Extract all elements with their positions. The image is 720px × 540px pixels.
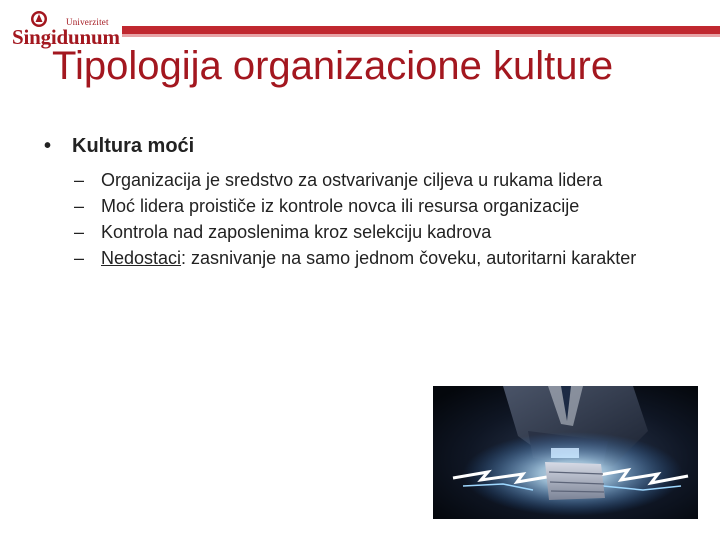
main-bullet bbox=[44, 132, 684, 160]
sub-bullet-item bbox=[44, 194, 671, 218]
header-band-shadow bbox=[122, 34, 720, 37]
dash-mark: – bbox=[74, 248, 85, 268]
power-fist-lightning-photo bbox=[433, 386, 698, 519]
dash-mark: – bbox=[74, 222, 85, 242]
sub-bullet-list bbox=[44, 168, 684, 270]
header-band bbox=[122, 26, 720, 34]
dash-mark: – bbox=[74, 196, 85, 216]
dash-mark: – bbox=[74, 170, 85, 190]
sub-bullet-text: : zasnivanje na samo jednom čoveku, autoritarni karakter bbox=[181, 248, 637, 268]
logo-top-text: Univerzitet bbox=[66, 17, 109, 27]
slide-title: Tipologija organizacione kulture bbox=[52, 44, 614, 88]
bullet-mark: • bbox=[44, 135, 52, 157]
university-logo bbox=[10, 8, 120, 48]
photo-illustration bbox=[433, 386, 698, 519]
sub-bullet-item bbox=[44, 246, 671, 270]
sub-bullet-item bbox=[44, 168, 671, 192]
sub-bullet-text: Organizacija je sredstvo za ostvarivanje ciljeva u rukama lidera bbox=[101, 170, 603, 190]
sub-bullet-text: Kontrola nad zaposlenima kroz selekciju kadrova bbox=[101, 222, 492, 242]
slide-content bbox=[44, 132, 684, 272]
drawbacks-label: Nedostaci bbox=[101, 248, 182, 268]
sub-bullet-text: Moć lidera proističe iz kontrole novca ili resursa organizacije bbox=[101, 196, 580, 216]
sub-bullet-item bbox=[44, 220, 671, 244]
main-bullet-label: Kultura moći bbox=[72, 135, 195, 157]
logo-main-text: Singidunum bbox=[12, 25, 120, 49]
